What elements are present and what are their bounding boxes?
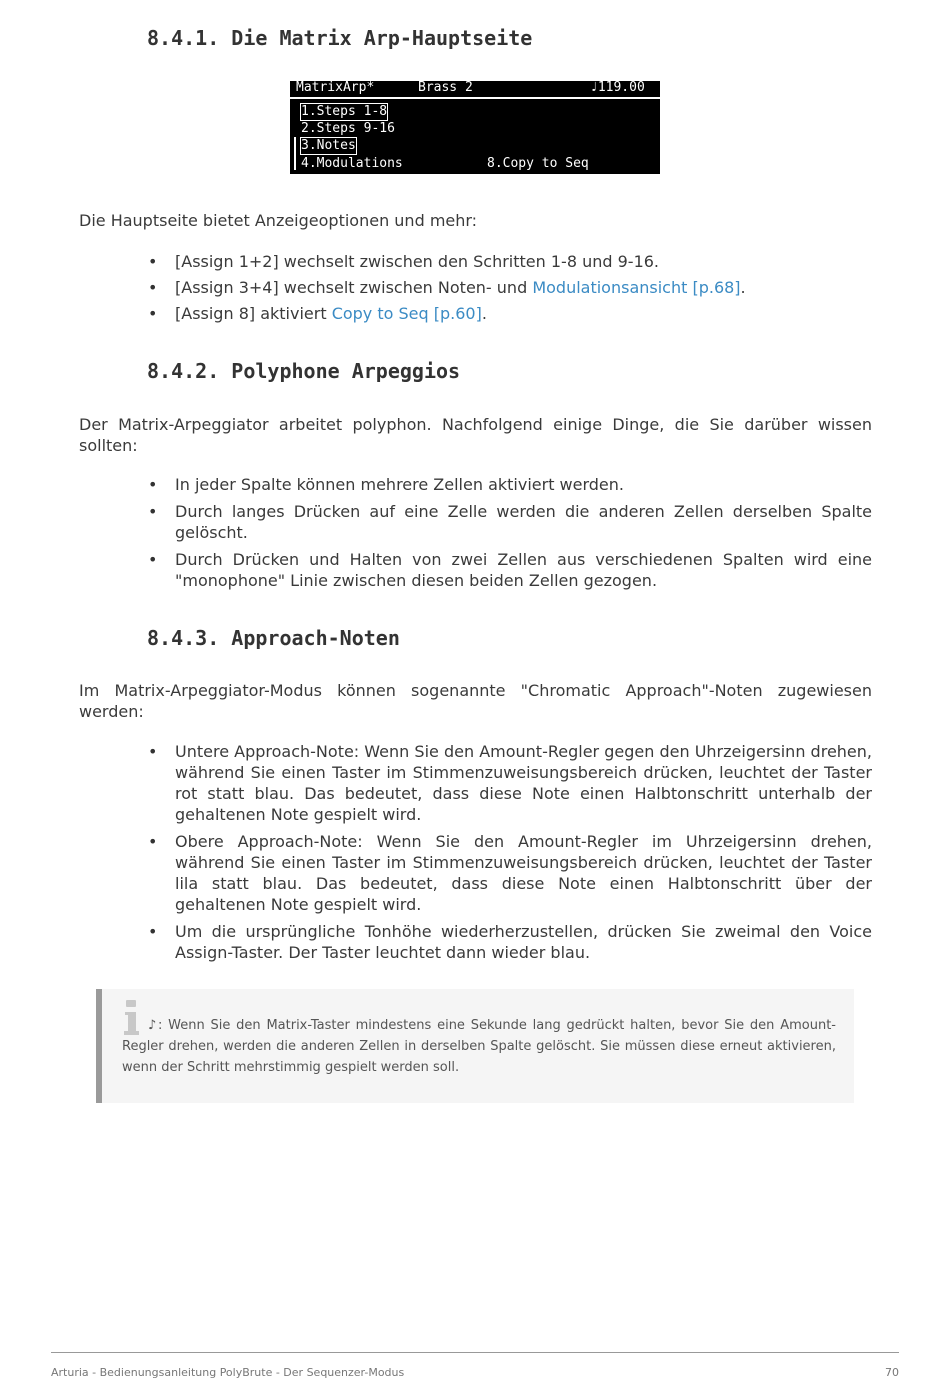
lcd-tempo-label: ♩119.00 (590, 80, 645, 95)
list-item (148, 474, 872, 495)
note-text: ♪: Wenn Sie den Matrix-Taster mindestens eine Sekunde lang gedrückt halten, bevor Sie den Amount-Regler drehen, werden die anderen Zellen in derselben Spalte gelöscht. Sie müssen diese erneut aktivieren, wenn der Schritt mehrstimmig gespielt werden soll. (122, 1018, 836, 1075)
list-item (148, 741, 872, 825)
list-item-text: Um die ursprüngliche Tonhöhe wiederherzustellen, drücken Sie zweimal den Voice Assign-Taster. Der Taster leuchtet dann wieder blau. (175, 922, 872, 962)
section-heading-matrix-arp-main: 8.4.1. Die Matrix Arp-Hauptseite (147, 26, 533, 50)
lcd-menu-item-modulations: 4.Modulations (301, 156, 403, 171)
lcd-menu-item-copy-to-seq: 8.Copy to Seq (487, 156, 589, 171)
info-note-box (96, 989, 854, 1103)
list-item-text: . (740, 278, 746, 297)
list-item (148, 277, 872, 298)
footer-document-title: Arturia - Bedienungsanleitung PolyBrute - Der Sequenzer-Modus (51, 1366, 405, 1379)
bullet-list-main-page (148, 251, 872, 324)
list-item-text: Durch Drücken und Halten von zwei Zellen aus verschiedenen Spalten wird eine "monophone" Linie zwischen diesen beiden Zellen gezogen. (175, 550, 872, 590)
lcd-menu-item-steps-9-16: 2.Steps 9-16 (301, 121, 395, 136)
link-modulation-view[interactable]: Modulationsansicht [p.68] (532, 278, 741, 297)
list-item-text: [Assign 1+2] wechselt zwischen den Schritten 1-8 und 9-16. (175, 252, 660, 271)
list-item-text: In jeder Spalte können mehrere Zellen aktiviert werden. (175, 475, 624, 494)
list-item (148, 501, 872, 543)
lcd-scroll-indicator (294, 137, 296, 170)
lcd-patch-label: Brass 2 (418, 80, 473, 95)
list-item (148, 831, 872, 915)
bullet-list-polyphonic (148, 474, 872, 591)
section-intro-polyphonic: Der Matrix-Arpeggiator arbeitet polyphon. Nachfolgend einige Dinge, die Sie darüber wissen sollten: (79, 415, 872, 455)
footer-divider (51, 1352, 899, 1353)
list-item-text: . (481, 304, 487, 323)
section-heading-polyphonic-arpeggios: 8.4.2. Polyphone Arpeggios (147, 359, 461, 383)
list-item-text: [Assign 3+4] wechselt zwischen Noten- und (175, 278, 533, 297)
bullet-list-approach-notes (148, 741, 872, 963)
section-heading-approach-notes: 8.4.3. Approach-Noten (147, 626, 400, 650)
section-intro-approach-notes: Im Matrix-Arpeggiator-Modus können sogenannte "Chromatic Approach"-Noten zugewiesen werden: (79, 681, 872, 721)
link-copy-to-seq[interactable]: Copy to Seq [p.60] (331, 304, 482, 323)
list-item (148, 251, 872, 272)
section-intro-main-page: Die Hauptseite bietet Anzeigeoptionen und mehr: (79, 211, 478, 230)
list-item-text: [Assign 8] aktiviert (175, 304, 332, 323)
lcd-mode-label: MatrixArp* (296, 80, 375, 95)
list-item (148, 549, 872, 591)
lcd-menu-item-notes: 3.Notes (301, 138, 356, 153)
list-item-text: Untere Approach-Note: Wenn Sie den Amount-Regler gegen den Uhrzeigersinn drehen, während Sie einen Taster im Stimmenzuweisungsbereich drücken, leuchtet der Taster rot statt blau. Das bedeutet, dass diese Note einen Halbtonschritt unterhalb der gehaltenen Note gespielt wird. (175, 742, 872, 824)
list-item (148, 921, 872, 963)
lcd-menu-item-steps-1-8: 1.Steps 1-8 (301, 104, 388, 119)
lcd-screen-image (290, 81, 660, 174)
list-item-text: Durch langes Drücken auf eine Zelle werden die anderen Zellen derselben Spalte gelöscht. (175, 502, 872, 542)
list-item-text: Obere Approach-Note: Wenn Sie den Amount-Regler im Uhrzeigersinn drehen, während Sie einen Taster im Stimmenzuweisungsbereich drücken, leuchtet der Taster lila statt blau. Das bedeutet, dass diese Note einen Halbtonschritt über der gehaltenen Note gespielt wird. (175, 832, 872, 914)
footer-page-number: 70 (885, 1366, 899, 1379)
list-item (148, 303, 872, 324)
